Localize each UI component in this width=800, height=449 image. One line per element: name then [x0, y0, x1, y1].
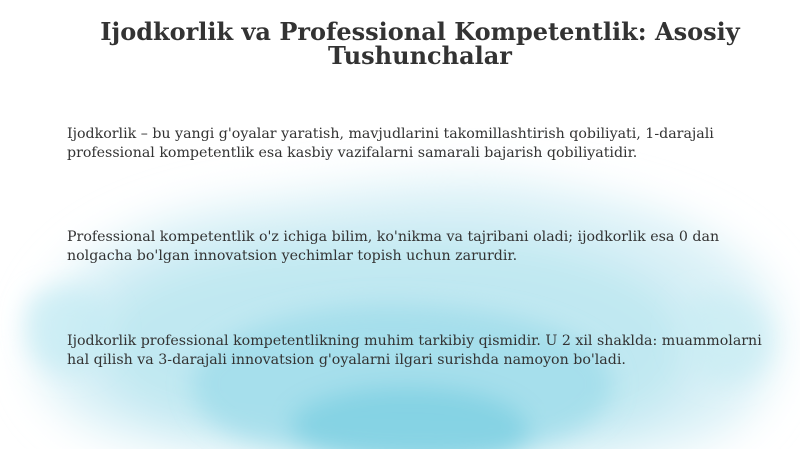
paragraph-3: Ijodkorlik professional kompetentlikning muhim tarkibiy qismidir. U 2 xil shaklda: muammolarni hal qilish va 3-darajali innovatsion g'oyalarni ilgari surishda namoyon bo'ladi.: [67, 333, 762, 368]
paragraph-1: Ijodkorlik – bu yangi g'oyalar yaratish, mavjudlarini takomillashtirish qobiliyati, 1-darajali professional kompetentlik esa kasbiy vazifalarni samarali bajarish qobiliyatidir.: [67, 126, 714, 161]
paragraph-2: Professional kompetentlik o'z ichiga bilim, ko'nikma va tajribani oladi; ijodkorlik esa 0 dan nolgacha bo'lgan innovatsion yechimlar topish uchun zarurdir.: [67, 229, 720, 264]
slide-title: Ijodkorlik va Professional Kompetentlik: Asosiy Tushunchalar: [100, 17, 740, 70]
